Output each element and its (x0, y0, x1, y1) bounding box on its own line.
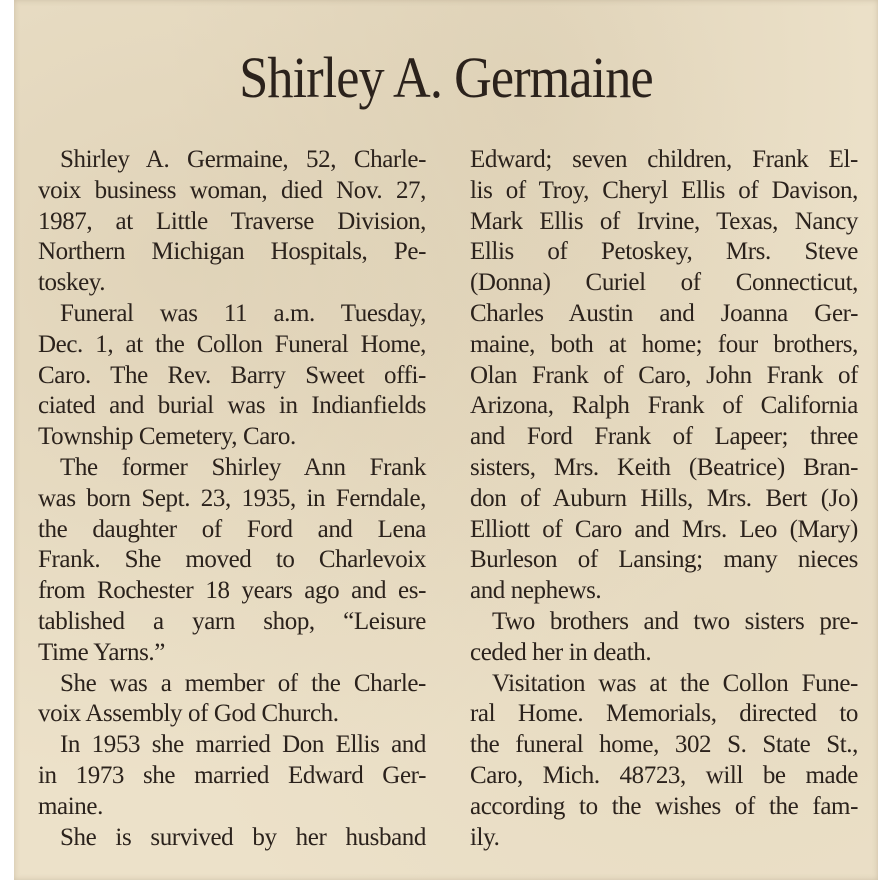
text-line: voix business woman, died Nov. 27, (38, 176, 426, 204)
text-line: maine. (38, 792, 103, 820)
text-line: ral Home. Memorials, directed to (470, 700, 858, 728)
text-line: The former Shirley Ann Frank (60, 453, 426, 481)
text-line: tablished a yarn shop, “Leisure (38, 607, 426, 635)
text-line: Northern Michigan Hospitals, Pe- (38, 238, 426, 266)
text-line: Funeral was 11 a.m. Tuesday, (60, 299, 426, 327)
text-line: ceded her in death. (470, 638, 652, 666)
text-line: She is survived by her husband (60, 823, 426, 851)
text-line: the daughter of Ford and Lena (38, 515, 426, 543)
text-line: Elliott of Caro and Mrs. Leo (Mary) (470, 515, 858, 543)
text-line: was born Sept. 23, 1935, in Ferndale, (38, 484, 426, 512)
text-line: She was a member of the Charle- (60, 669, 426, 697)
text-line: Caro, Mich. 48723, will be made (470, 761, 858, 789)
text-line: 1987, at Little Traverse Division, (38, 207, 426, 235)
text-line: Two brothers and two sisters pre- (492, 607, 858, 635)
text-line: from Rochester 18 years ago and es- (38, 577, 426, 605)
text-line: the funeral home, 302 S. State St., (470, 731, 858, 759)
text-line: Visitation was at the Collon Fune- (492, 669, 858, 697)
text-line: according to the wishes of the fam- (470, 792, 858, 820)
text-line: Mark Ellis of Irvine, Texas, Nancy (470, 207, 858, 235)
text-line: Burleson of Lansing; many nieces (470, 546, 858, 574)
text-line: In 1953 she married Don Ellis and (60, 731, 426, 759)
text-line: Frank. She moved to Charlevoix (38, 546, 426, 574)
text-line: maine, both at home; four brothers, (470, 330, 858, 358)
text-line: Arizona, Ralph Frank of California (470, 392, 858, 420)
obituary-title: Shirley A. Germaine (239, 45, 653, 110)
text-line: (Donna) Curiel of Connecticut, (470, 269, 858, 297)
text-line: Charles Austin and Joanna Ger- (470, 299, 858, 327)
text-line: and nephews. (470, 577, 602, 605)
text-line: in 1973 she married Edward Ger- (38, 761, 426, 789)
text-line: ciated and burial was in Indianfields (38, 392, 426, 420)
text-line: ily. (470, 823, 500, 851)
text-line: Dec. 1, at the Collon Funeral Home, (38, 330, 426, 358)
text-line: Olan Frank of Caro, John Frank of (470, 361, 858, 389)
right-column (470, 145, 858, 853)
text-line: sisters, Mrs. Keith (Beatrice) Bran- (470, 453, 858, 481)
text-line: Time Yarns.” (38, 638, 165, 666)
text-line: toskey. (38, 269, 106, 297)
text-line: Ellis of Petoskey, Mrs. Steve (470, 238, 858, 266)
text-line: Edward; seven children, Frank El- (470, 146, 858, 173)
text-line: Shirley A. Germaine, 52, Charle- (60, 146, 426, 173)
text-line: voix Assembly of God Church. (38, 700, 339, 728)
text-line: don of Auburn Hills, Mrs. Bert (Jo) (470, 484, 858, 512)
left-column (38, 145, 426, 853)
text-line: Caro. The Rev. Barry Sweet offi- (38, 361, 426, 389)
text-line: lis of Troy, Cheryl Ellis of Davison, (470, 176, 858, 204)
text-line: and Ford Frank of Lapeer; three (470, 423, 858, 451)
text-line: Township Cemetery, Caro. (38, 423, 296, 451)
newspaper-clipping (14, 0, 878, 880)
